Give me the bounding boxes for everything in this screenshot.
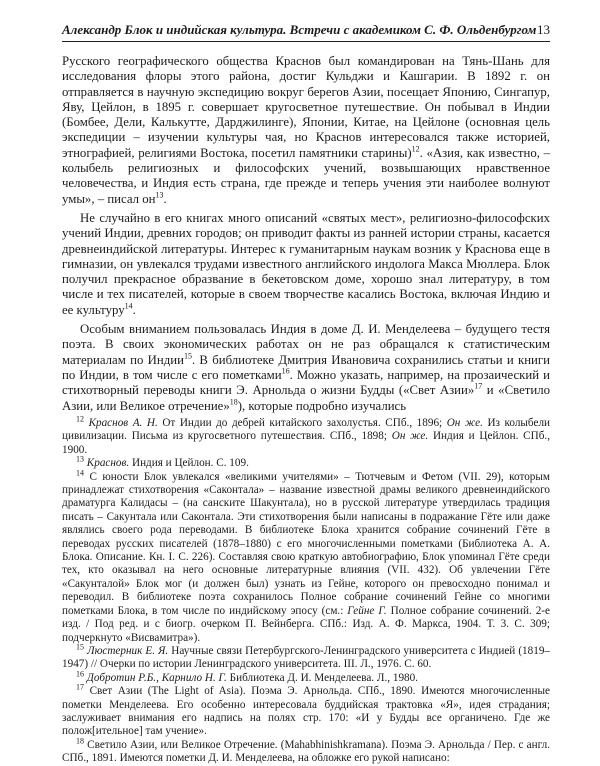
text-run: Индия и Цейлон. С. 109. [129,457,249,470]
footnote-ref: 17 [76,682,84,692]
footnote-ref: 14 [76,467,84,477]
footnote-ref: 18 [76,736,84,746]
footnote [62,642,551,672]
text-run: Из колыбели цивилизации. Письма из кругосветного путешествия. СПб., 1898; [62,417,551,443]
text-run: . «Азия, как известно, – колыбель религиозных и философских учений, возвышающих нравственное человечества, и Индия есть страна, где прежде и теперь учения эти наиболее волнуют умы», – писал он [62,145,551,206]
running-header [62,22,550,42]
footnote-ref: 16 [281,366,290,376]
text-run: Библиотека Д. И. Менделеева. Л., 1980. [226,671,419,684]
footnote [62,414,551,457]
running-title: Александр Блок и индийская культура. Встречи с академиком С. Ф. Ольденбургом [62,22,537,37]
text-run: ), которые подробно изучались [237,398,407,413]
footnote-ref: 16 [76,668,84,678]
footnote-ref: 15 [76,642,84,652]
footnote-ref: 12 [76,414,84,424]
paragraph [62,54,550,207]
main-text [62,54,550,418]
footnote-ref: 13 [76,454,84,464]
footnote-ref: 13 [155,190,164,200]
text-run: Не случайно в его книгах много описаний «святых мест», религиозно-философских учений Индии, древних городов; он приводит факты из ранней истории страны, касается древнеиндийской литературы. Интерес к гуманитарным наукам возник у Краснова еще в гимназии, он увлекался трудами известного английского индолога Макса Мюллера. Блок получил прекрасное образвание в бекетовском доме, хорошо знал литературу, в том числе и тех писателей, которые в своем творчестве касались Востока, включая Индию и ее культуру [62,210,550,317]
text-run: . Можно указать, например, на прозаический и стихотворный переводы книги Э. Арнольда о жизни Будды («Свет Азии» [62,367,550,398]
footnote-ref: 18 [229,397,238,407]
text-run: От Индии до дебрей китайского захолустья. СПб., 1896; [157,417,447,429]
footnote [62,736,550,766]
footnotes [62,414,551,766]
footnote-ref: 14 [124,301,133,311]
text-run: Индия и Цейлон. СПб., 1900. [62,430,550,456]
footnote [62,668,550,685]
author-name: Краснов А. Н. [88,417,158,429]
text-run: . В библиотеке Дмитрия Ивановича сохранились статьи и книги по Индии, в том числе с его пометками [62,352,550,382]
footnote-ref: 17 [474,381,483,391]
text-run: . [163,191,167,206]
text-run: Полное собрание сочинений. 2-е изд. / Под ред. и с биогр. очерком П. Вейнберга. СПб.: Изд. А. Ф. Маркса, 1904. Т. 3. С. 309; подчеркнуто «Висвамитра»). [62,604,550,644]
page-number: 13 [537,22,550,37]
footnote [62,467,550,645]
text-run: и «Светило Азии, или Великое отречение» [62,383,550,413]
text-run: Светило Азии, или Великое Отречение. (Mahabhinishkramana). Поэма Э. Арнольда / Пер. с англ. СПб., 1891. Имеются пометки Д. И. Менделеева, на обложке его рукой написано: [62,738,550,765]
paragraph [62,322,550,414]
author-name: Краснов. [86,457,130,470]
author-name: Люстерник Е. Я. [87,644,169,657]
text-run: . [132,302,136,317]
text-run: Научные связи Петербургского-Ленинградского университета с Индией (1819–1947) // Очерки по истории Ленинградского университета. III. Л., 1976. С. 60. [62,644,551,671]
author-name: Он же. [446,417,483,429]
paragraph [62,211,550,318]
footnote [62,682,550,739]
footnote-ref: 12 [411,144,420,154]
text-run: С юности Блок увлекался «великими учителями» – Тютчевым и Фетом (VII. 29), которым принадлежат стихотворения «Саконтала» – название известной драмы великого древнеиндийского драматурга Калидасы – (на санските Шакунтала), но в русской литературе утвердилась традиция писать – Сакунтала или Саконтала. Эти стихотворения были написаны в подражание Гёте или даже являлись своего рода переводами. В библиотеке Блока хранится собрание сочинений Гёте в переводах русских писателей (1878–1880) с его многочисленными пометками (Библиотека А. А. Блока. Описание. Кн. I. С. 226). Составляя свою краткую автобиографию, Блок упоминал Гёте среди тех, кто оказывал на него основные литературные влияния (VII. 432). Об увлечении Гёте «Сакунталой» Блок мог (и должен был) узнать из Гейне, которого он превосходно понимал и переводил. В библиотеке поэта сохранилось Полное собрание сочинений Гейне со многими пометками Блока, в том числе по индийскому эпосу (см.: [62,470,550,617]
author-name: Добротин Р.Б., Карнило Н. Г. [86,671,227,684]
footnote [62,454,550,470]
text-run: Свет Азии (The Light of Asia). Поэма Э. Арнольда. СПб., 1890. Имеются многочисленные пометки Менделеева. Его особенно интересовала буддийская трактовка «Я», идея страдания; заслуживает внимания его надпись на полях стр. 170: «И у Будды все органичено. Где же полож[ительное] там учение». [62,685,550,738]
footnote-ref: 15 [183,351,192,361]
author-name: Гейне Г. [347,604,387,617]
author-name: Он же. [391,430,429,443]
text-run: Особым вниманием пользовалась Индия в доме Д. И. Менделеева – будущего тестя поэта. В своих экономических работах он не раз обращался к статистическим материалам по Индии [62,322,550,367]
text-run: Русского географического общества Краснов был командирован на Тянь-Шань для исследования флоры этого района, достиг Кульджи и Кашгарии. В 1892 г. он отправляется в научную экспедицию вокруг берегов Азии, посещает Японию, Сингапур, Яву, Цейлон, в 1895 г. совершает кругосветное путешествие. Он побывал в Индии (Бомбее, Дели, Калькутте, Дарджилинге), Японии, Китае, на Цейлоне (основная цель экспедиции – изучении культуры чая, но Краснов интересовался также историей, этнографией, религиями Востока, посетил памятники старины) [62,54,550,160]
